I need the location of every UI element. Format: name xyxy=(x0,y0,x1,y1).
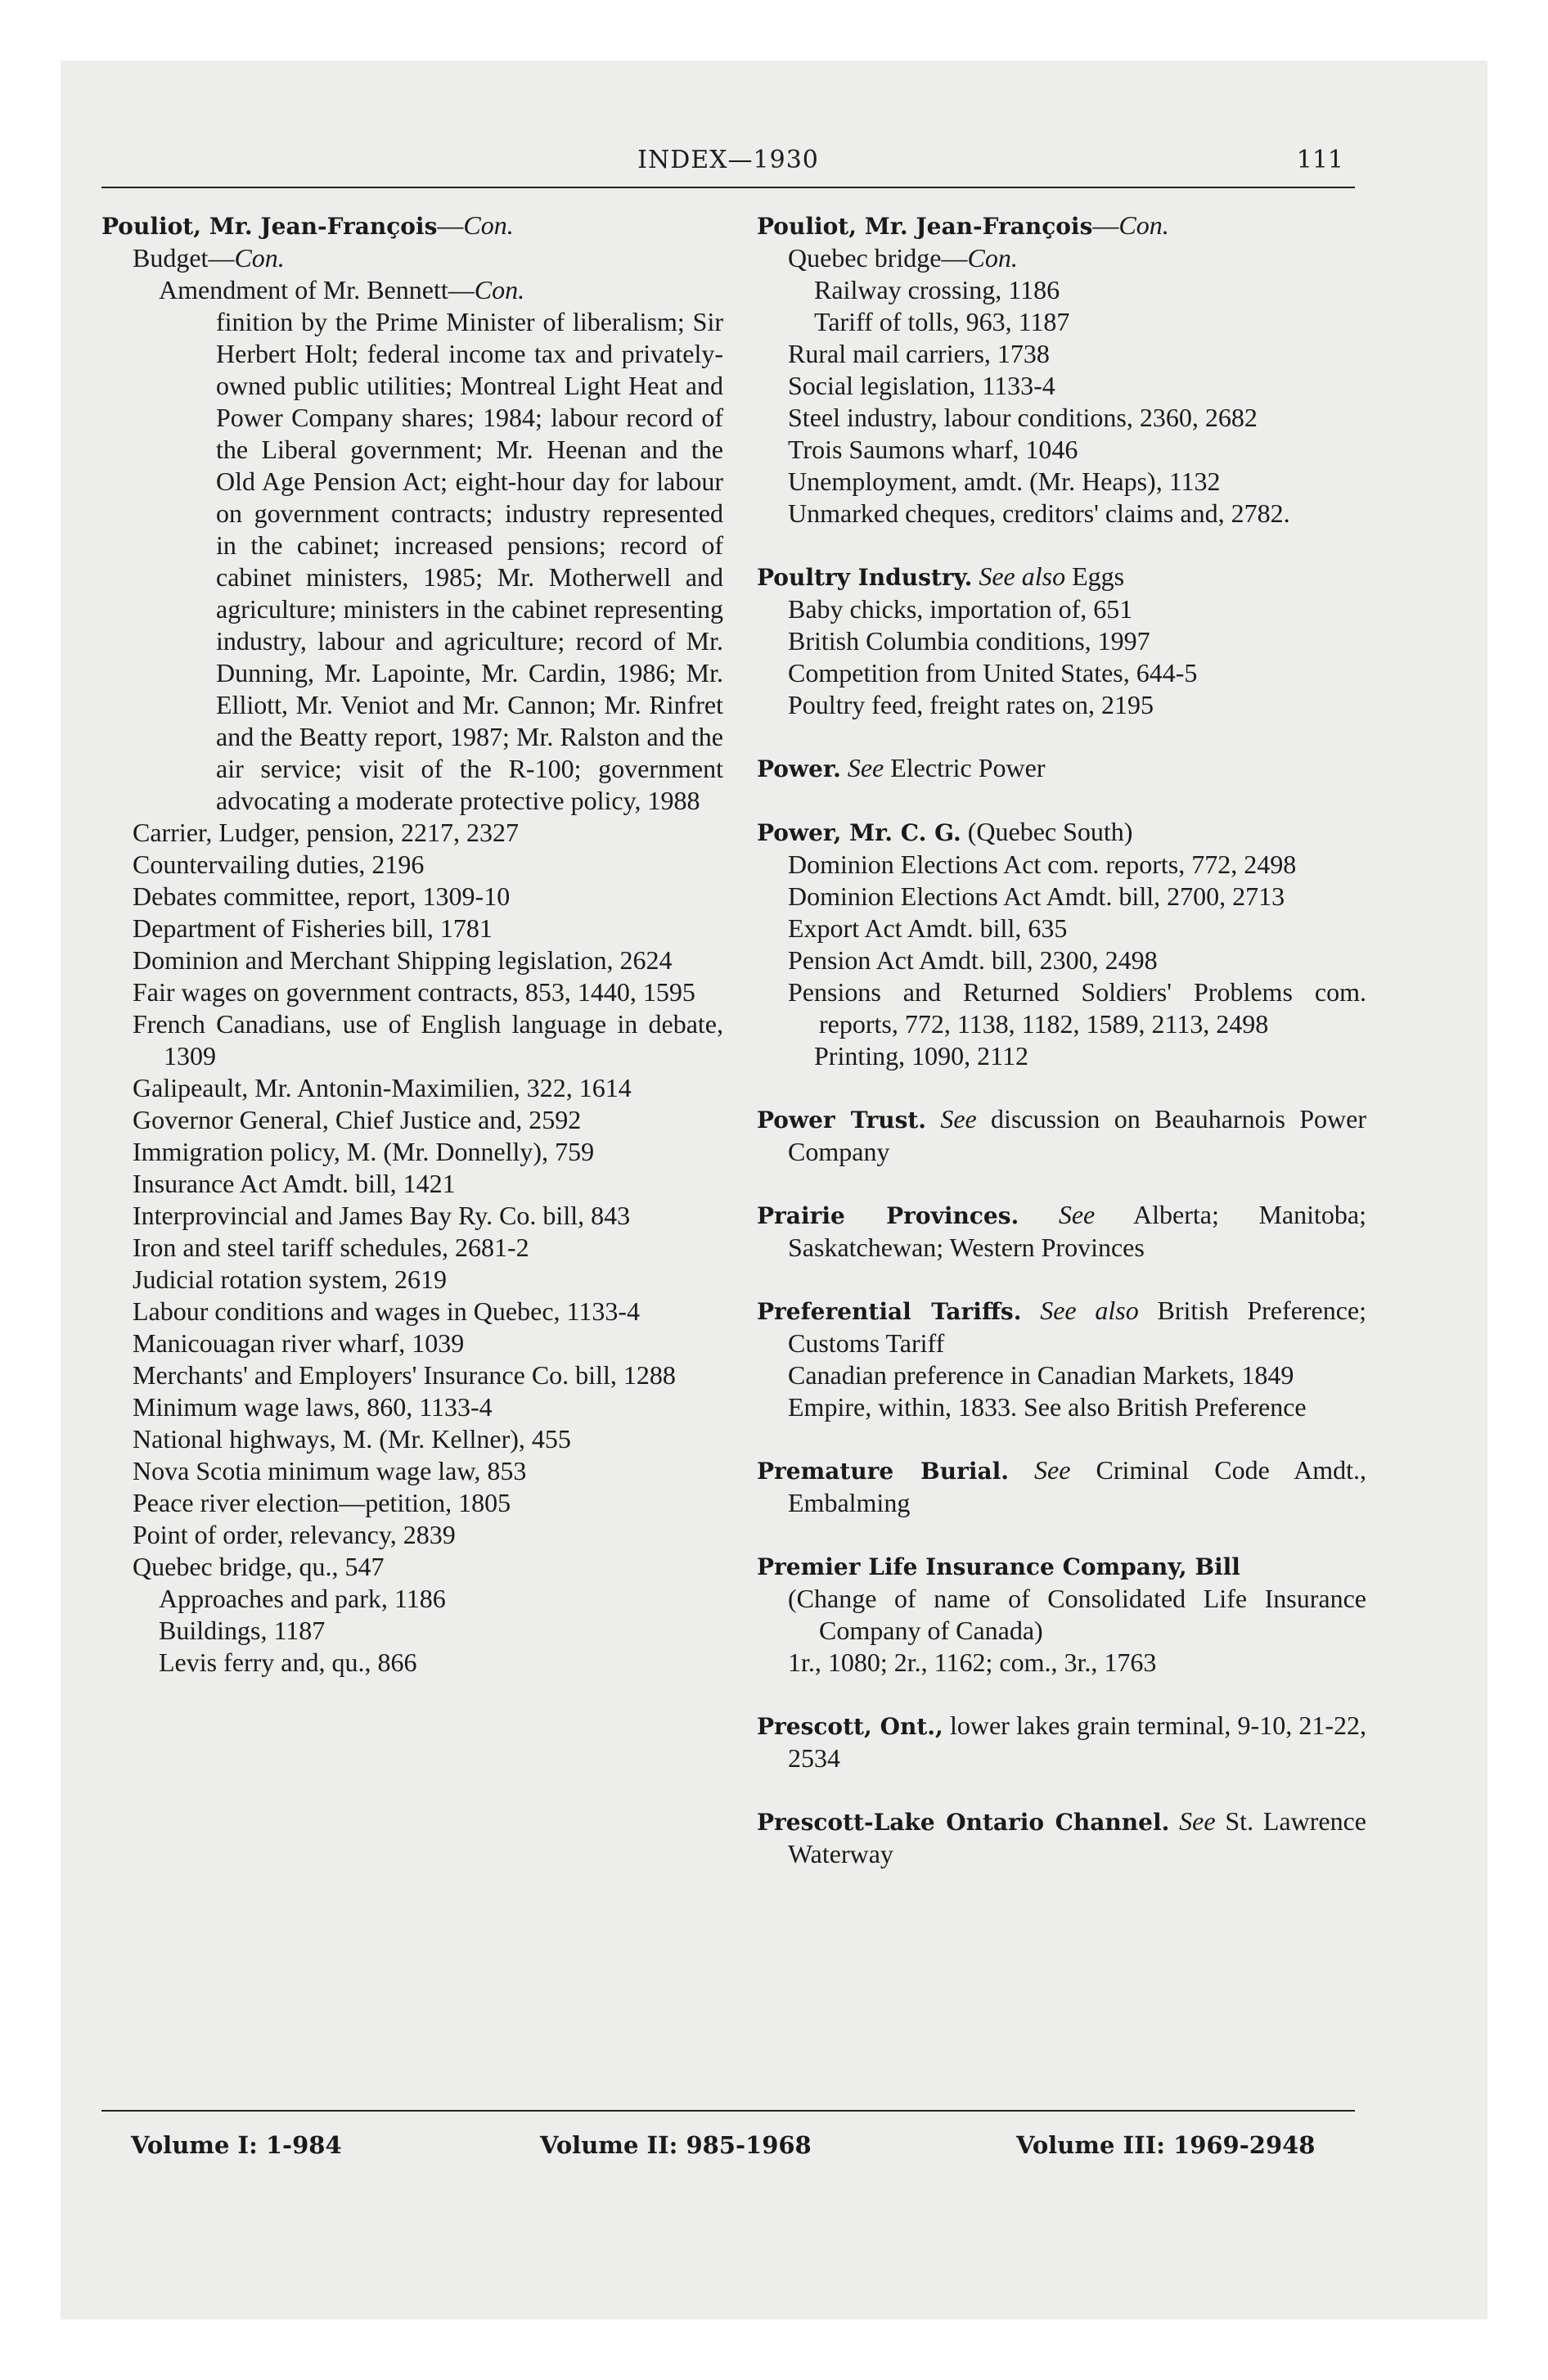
entry-gap xyxy=(757,530,1366,561)
entry-text: Dominion Elections Act com. reports, 772, 2498 xyxy=(788,850,1297,879)
entry-text: Countervailing duties, 2196 xyxy=(133,850,425,879)
index-entry xyxy=(101,881,723,913)
index-entry xyxy=(101,1551,723,1583)
subheading-party: Con. xyxy=(967,243,1018,273)
index-entry xyxy=(757,370,1366,402)
heading-name: Power Trust. xyxy=(757,1107,927,1134)
heading-detail: discussion on Beauharnois Power Company xyxy=(788,1104,1366,1166)
index-subentry xyxy=(757,1040,1366,1072)
index-subentry xyxy=(101,1583,723,1615)
entry-text: Pension Act Amdt. bill, 2300, 2498 xyxy=(788,945,1158,975)
heading-detail: (Quebec South) xyxy=(961,817,1133,846)
index-heading xyxy=(757,1710,1366,1774)
index-heading xyxy=(757,1295,1366,1359)
heading-name: Pouliot, Mr. Jean-François xyxy=(101,213,438,240)
index-entry xyxy=(757,593,1366,625)
footer-rule xyxy=(101,2110,1355,2112)
index-entry xyxy=(757,498,1366,530)
heading-detail: lower lakes grain terminal, 9-10, 21-22, 2534 xyxy=(788,1711,1367,1773)
see-reference: See xyxy=(940,1104,977,1134)
index-subheading xyxy=(101,242,723,274)
index-entry xyxy=(757,466,1366,498)
heading-detail: Criminal Code Amdt., Embalming xyxy=(788,1455,1367,1517)
index-entry xyxy=(101,1232,723,1264)
heading-name: Power. xyxy=(757,755,841,782)
index-entry xyxy=(757,881,1366,913)
see-reference: See xyxy=(847,753,884,782)
entry-text: (Change of name of Consolidated Life Insurance Company of Canada) xyxy=(788,1584,1366,1645)
see-reference: See xyxy=(1058,1200,1096,1229)
heading-name: Prescott-Lake Ontario Channel. xyxy=(757,1809,1170,1836)
index-entry xyxy=(757,689,1366,721)
entry-text: Steel industry, labour conditions, 2360, 2682 xyxy=(788,403,1258,432)
index-entry xyxy=(101,1359,723,1391)
entry-text: Poultry feed, freight rates on, 2195 xyxy=(788,690,1154,719)
entry-text: British Columbia conditions, 1997 xyxy=(788,626,1150,656)
subentry-text: Buildings, 1187 xyxy=(159,1616,326,1645)
heading-name: Preferential Tariffs. xyxy=(757,1298,1022,1325)
index-entry xyxy=(757,402,1366,434)
entry-text: Labour conditions and wages in Quebec, 1133-4 xyxy=(133,1296,640,1326)
entry-text: Dominion Elections Act Amdt. bill, 2700, 2713 xyxy=(788,881,1285,911)
index-heading xyxy=(757,1199,1366,1264)
entry-gap xyxy=(757,1168,1366,1199)
index-entry xyxy=(101,1519,723,1551)
subheading-text: Amendment of Mr. Bennett— xyxy=(159,275,475,304)
entry-text: French Canadians, use of English language in debate, 1309 xyxy=(133,1009,723,1071)
entry-gap xyxy=(757,1774,1366,1805)
index-entry xyxy=(757,913,1366,944)
index-entry xyxy=(101,1455,723,1487)
entry-text: Nova Scotia minimum wage law, 853 xyxy=(133,1456,527,1485)
subentry-text: Railway crossing, 1186 xyxy=(814,275,1060,304)
index-entry xyxy=(757,1583,1366,1647)
page-header xyxy=(101,137,1355,188)
subentry-text: Levis ferry and, qu., 866 xyxy=(159,1648,417,1677)
index-heading xyxy=(757,1805,1366,1870)
entry-text: Pensions and Returned Soldiers' Problems com. reports, 772, 1138, 1182, 1589, 2113, 2498 xyxy=(788,977,1366,1039)
volume-range-3: Volume III: 1969-2948 xyxy=(1016,2131,1316,2159)
entry-text: Merchants' and Employers' Insurance Co. bill, 1288 xyxy=(133,1360,676,1390)
entry-text: Interprovincial and James Bay Ry. Co. bill, 843 xyxy=(133,1201,631,1230)
index-entry xyxy=(101,944,723,976)
index-subentry xyxy=(101,1615,723,1647)
heading-party: Con. xyxy=(1118,210,1169,240)
index-entry xyxy=(101,1487,723,1519)
entry-text: Canadian preference in Canadian Markets, 1849 xyxy=(788,1360,1294,1390)
running-title: INDEX—1930 xyxy=(637,146,819,174)
index-heading xyxy=(757,1103,1366,1168)
index-entry xyxy=(101,1072,723,1104)
index-heading xyxy=(757,561,1366,593)
index-entry xyxy=(101,849,723,881)
heading-party: Con. xyxy=(463,210,514,240)
entry-gap xyxy=(757,1679,1366,1710)
index-column-right xyxy=(757,210,1366,1870)
heading-name: Premature Burial. xyxy=(757,1458,1009,1485)
index-subentry xyxy=(101,1647,723,1679)
index-entry xyxy=(101,1327,723,1359)
entry-text: Debates committee, report, 1309-10 xyxy=(133,881,511,911)
heading-name: Poultry Industry. xyxy=(757,564,973,591)
subentry-text: Printing, 1090, 2112 xyxy=(814,1041,1028,1071)
index-entry xyxy=(757,657,1366,689)
heading-dash: — xyxy=(1092,210,1119,240)
entry-text: Insurance Act Amdt. bill, 1421 xyxy=(133,1169,456,1198)
entry-text: Social legislation, 1133-4 xyxy=(788,371,1055,400)
index-entry xyxy=(101,976,723,1008)
index-entry xyxy=(101,1200,723,1232)
subentry-text: Approaches and park, 1186 xyxy=(159,1584,446,1613)
subheading-text: Budget— xyxy=(133,243,235,273)
index-heading xyxy=(757,752,1366,785)
index-entry xyxy=(757,1359,1366,1391)
page-number: 111 xyxy=(1296,146,1343,174)
entry-gap xyxy=(757,1423,1366,1454)
entry-text: Peace river election—petition, 1805 xyxy=(133,1488,511,1517)
index-entry xyxy=(757,944,1366,976)
subentry-text: Tariff of tolls, 963, 1187 xyxy=(814,307,1070,336)
index-heading xyxy=(757,210,1366,242)
entry-text: Competition from United States, 644-5 xyxy=(788,658,1198,687)
heading-detail: St. Lawrence Waterway xyxy=(788,1806,1367,1868)
entry-text: Galipeault, Mr. Antonin-Maximilien, 322, 1614 xyxy=(133,1073,632,1102)
index-entry xyxy=(101,817,723,849)
index-entry xyxy=(757,434,1366,466)
entry-text: Department of Fisheries bill, 1781 xyxy=(133,913,493,943)
index-entry xyxy=(101,1264,723,1296)
volume-range-2: Volume II: 985-1968 xyxy=(540,2131,812,2159)
entry-text: Immigration policy, M. (Mr. Donnelly), 759 xyxy=(133,1137,595,1166)
see-reference: See also xyxy=(1040,1296,1139,1325)
index-entry xyxy=(101,1423,723,1455)
heading-detail: British Preference; Customs Tariff xyxy=(788,1296,1367,1358)
entry-gap xyxy=(757,1072,1366,1103)
index-entry xyxy=(101,1104,723,1136)
entry-text: Minimum wage laws, 860, 1133-4 xyxy=(133,1392,493,1422)
volume-range-1: Volume I: 1-984 xyxy=(131,2131,342,2159)
index-entry xyxy=(101,1008,723,1072)
heading-name: Prairie Provinces. xyxy=(757,1202,1019,1229)
heading-detail: Electric Power xyxy=(884,753,1046,782)
entry-text: Quebec bridge, qu., 547 xyxy=(133,1552,385,1581)
entry-text: Empire, within, 1833. See also British Preference xyxy=(788,1392,1307,1422)
index-subheading xyxy=(757,242,1366,274)
subheading-text: Quebec bridge— xyxy=(788,243,968,273)
subheading-party: Con. xyxy=(234,243,285,273)
index-entry xyxy=(757,1391,1366,1423)
heading-name: Power, Mr. C. G. xyxy=(757,819,961,846)
index-heading xyxy=(101,210,723,242)
see-reference: See xyxy=(1179,1806,1216,1836)
entry-text: Baby chicks, importation of, 651 xyxy=(788,594,1133,624)
index-heading xyxy=(757,1454,1366,1519)
index-entry xyxy=(757,1647,1366,1679)
index-entry xyxy=(757,338,1366,370)
entry-text: Governor General, Chief Justice and, 2592 xyxy=(133,1105,582,1134)
entry-gap xyxy=(757,721,1366,752)
heading-name: Pouliot, Mr. Jean-François xyxy=(757,213,1093,240)
entry-text: Point of order, relevancy, 2839 xyxy=(133,1520,456,1549)
entry-text: Fair wages on government contracts, 853, 1440, 1595 xyxy=(133,977,695,1007)
entry-text: Carrier, Ludger, pension, 2217, 2327 xyxy=(133,818,519,847)
index-entry xyxy=(101,913,723,944)
see-reference: See also xyxy=(979,561,1066,591)
index-heading xyxy=(757,816,1366,849)
subheading-party: Con. xyxy=(474,275,525,304)
entry-text: Export Act Amdt. bill, 635 xyxy=(788,913,1068,943)
index-entry xyxy=(757,849,1366,881)
heading-detail: Eggs xyxy=(1065,561,1125,591)
entry-gap xyxy=(757,785,1366,816)
index-entry xyxy=(101,1296,723,1327)
index-entry xyxy=(101,1168,723,1200)
heading-detail: Alberta; Manitoba; Saskatchewan; Western Provinces xyxy=(788,1200,1366,1262)
heading-dash: — xyxy=(437,210,464,240)
see-reference: See xyxy=(1034,1455,1071,1485)
index-heading xyxy=(757,1550,1366,1583)
entry-text: National highways, M. (Mr. Kellner), 455 xyxy=(133,1424,571,1454)
entry-text: Trois Saumons wharf, 1046 xyxy=(788,435,1078,464)
entry-text: Manicouagan river wharf, 1039 xyxy=(133,1328,465,1358)
entry-text: Unemployment, amdt. (Mr. Heaps), 1132 xyxy=(788,467,1221,496)
entry-gap xyxy=(757,1264,1366,1295)
entry-gap xyxy=(757,1519,1366,1550)
entry-text: Unmarked cheques, creditors' claims and, 2782. xyxy=(788,498,1290,528)
paragraph-text: finition by the Prime Minister of liberalism; Sir Herbert Holt; federal income tax and privately-owned public utilities; Montreal Light Heat and Power Company shares; 1984; labour record of the Liberal government; Mr. Heenan and the Old Age Pension Act; eight-hour day for labour on government contracts; industry represented in the cabinet; increased pensions; record of cabinet ministers, 1985; Mr. Motherwell and agriculture; ministers in the cabinet representing industry, labour and agriculture; record of Mr. Dunning, Mr. Lapointe, Mr. Cardin, 1986; Mr. Elliott, Mr. Veniot and Mr. Cannon; Mr. Rinfret and the Beatty report, 1987; Mr. Ralston and the air service; visit of the R-100; government advocating a moderate protective policy, 1988 xyxy=(216,307,723,815)
entry-text: Iron and steel tariff schedules, 2681-2 xyxy=(133,1233,529,1262)
index-entry xyxy=(101,1391,723,1423)
index-entry xyxy=(757,625,1366,657)
index-entry xyxy=(101,1136,723,1168)
entry-text: Judicial rotation system, 2619 xyxy=(133,1264,447,1294)
entry-text: Rural mail carriers, 1738 xyxy=(788,339,1050,368)
index-entry xyxy=(757,976,1366,1040)
entry-text: Dominion and Merchant Shipping legislation, 2624 xyxy=(133,945,673,975)
index-paragraph xyxy=(101,306,723,817)
index-subheading xyxy=(101,274,723,306)
index-subentry xyxy=(757,274,1366,306)
heading-name: Premier Life Insurance Company, Bill xyxy=(757,1553,1240,1580)
index-column-left xyxy=(101,210,723,1679)
entry-text: 1r., 1080; 2r., 1162; com., 3r., 1763 xyxy=(788,1648,1157,1677)
heading-name: Prescott, Ont., xyxy=(757,1713,943,1740)
index-subentry xyxy=(757,306,1366,338)
